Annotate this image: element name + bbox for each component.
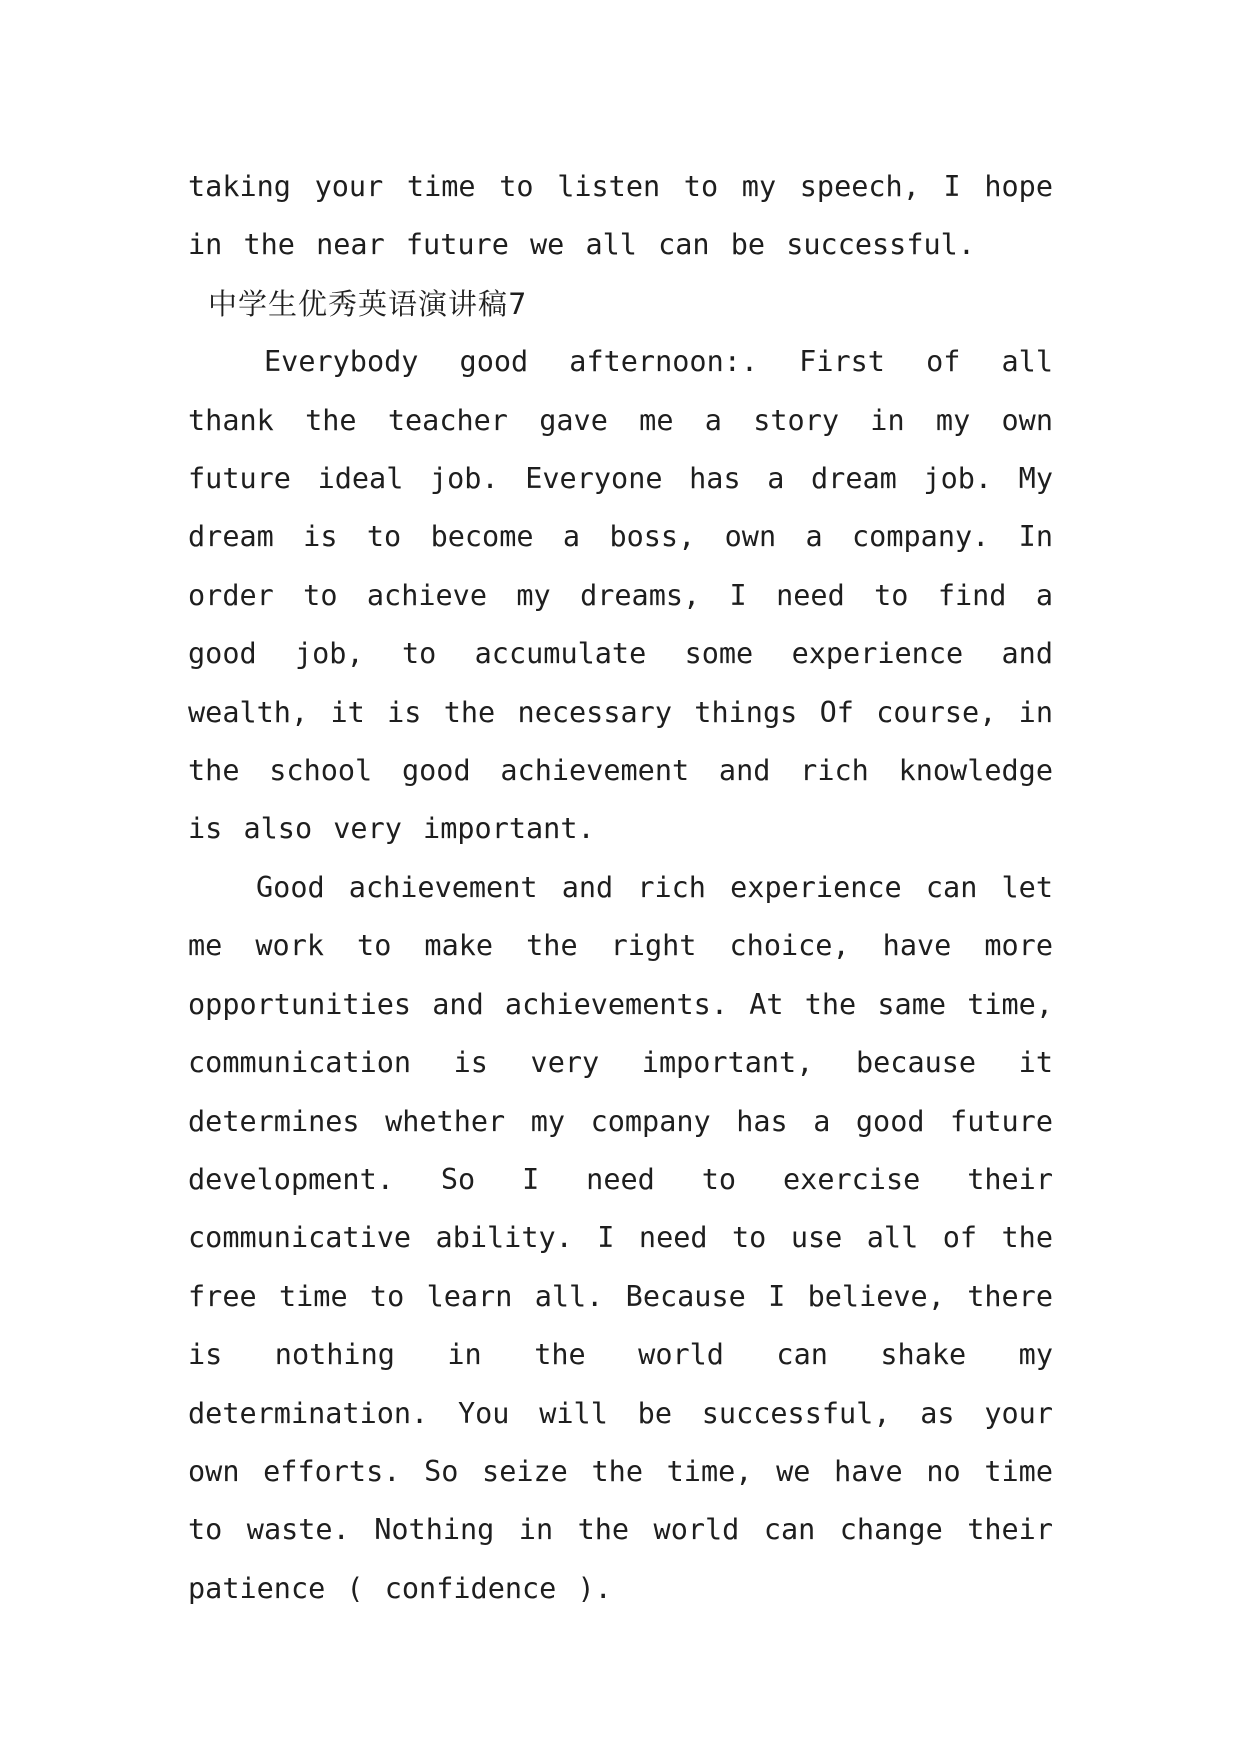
continuation-paragraph: taking your time to listen to my speech, I hope in the near future we all can be successful. [188, 170, 1053, 262]
document-body [188, 158, 1053, 1618]
section-heading: 中学生优秀英语演讲稿7 [208, 286, 528, 321]
body-paragraph-1: Everybody good afternoon:. First of all thank the teacher gave me a story in my own future ideal job. Everyone has a dream job. My dream is to become a boss, own a company. In order to achieve my dreams, I need to find a good job, to accumulate some experience and wealth, it is the necessary things Of course, in the school good achievement and rich knowledge is also very important. [188, 345, 1053, 846]
body-paragraph-2: Good achievement and rich experience can let me work to make the right choice, have more opportunities and achievements. At the same time, communication is very important, because it determines whether my company has a good future development. So I need to exercise their communicative ability. I need to use all of the free time to learn all. Because I believe, there is nothing in the world can shake my determination. You will be successful, as your own efforts. So seize the time, we have no time to waste. Nothing in the world can change their patience ( confidence ). [188, 870, 1053, 1605]
